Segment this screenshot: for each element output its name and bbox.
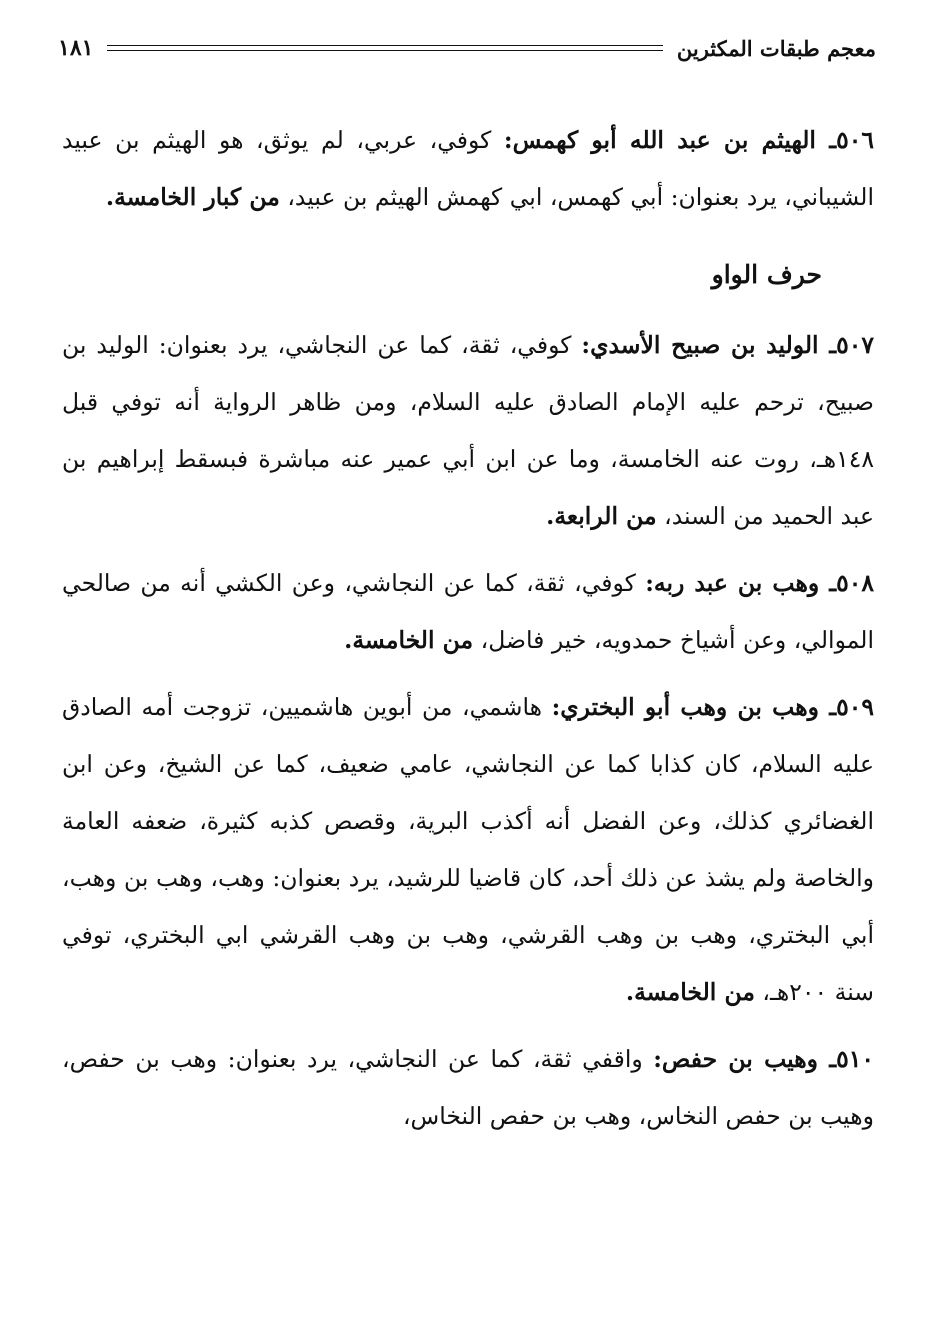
entry-classification: من الخامسة. [625, 978, 755, 1006]
page-header [58, 30, 876, 66]
entry-heading: ٥٠٦ـ الهيثم بن عبد الله أبو كهمس: [503, 126, 874, 154]
entry-text: هاشمي، من أبوين هاشميين، تزوجت أمه الصادق عليه السلام، كان كذابا كما عن النجاشي، عامي ضعيف، كما عن الشيخ، وعن ابن الغضائري كذلك، وعن الفضل أنه أكذب البرية، وقصص كذبه كثيرة، ضعفه العامة والخاصة ولم يشذ عن ذلك أحد، كان قاضيا للرشيد، يرد بعنوان: وهب، وهب بن وهب، أبي البختري، وهب بن وهب القرشي، وهب بن وهب القرشي ابي البختري، توفي سنة ٢٠٠هـ، [62, 693, 874, 1006]
page-number: ١٨١ [58, 35, 94, 61]
entry-507 [62, 317, 874, 545]
entry-text: واقفي ثقة، كما عن النجاشي، يرد بعنوان: وهب بن حفص، وهيب بن حفص النخاس، وهب بن حفص النخاس، [62, 1045, 874, 1130]
entry-text: كوفي، ثقة، كما عن النجاشي، يرد بعنوان: الوليد بن صبيح، ترحم عليه الإمام الصادق عليه السلام، ومن ظاهر الرواية أنه توفي قبل ١٤٨هـ، روت عنه الخامسة، وما عن ابن أبي عمير عنه مباشرة فبسقط إبراهيم بن عبد الحميد من السند، [62, 331, 874, 530]
running-title: معجم طبقات المكثرين [676, 35, 876, 61]
entry-509 [62, 679, 874, 1021]
entry-classification: من الخامسة. [344, 626, 474, 654]
section-heading: حرف الواو [711, 260, 822, 289]
entry-classification: من الرابعة. [546, 502, 657, 530]
header-rule [107, 45, 662, 51]
entry-510 [62, 1031, 874, 1145]
entry-heading: ٥٠٨ـ وهب بن عبد ربه: [645, 569, 874, 597]
entry-506 [62, 112, 874, 226]
entry-classification: من كبار الخامسة. [105, 183, 280, 211]
entry-heading: ٥٠٧ـ الوليد بن صبيح الأسدي: [581, 331, 874, 359]
entry-text: كوفي، عربي، لم يوثق، هو الهيثم بن عبيد الشيباني، يرد بعنوان: أبي كهمس، ابي كهمش الهيثم بن عبيد، [62, 126, 874, 211]
entry-heading: ٥٠٩ـ وهب بن وهب أبو البختري: [551, 693, 875, 721]
entry-508 [62, 555, 874, 669]
entry-text: كوفي، ثقة، كما عن النجاشي، وعن الكشي أنه من صالحي الموالي، وعن أشياخ حمدويه، خير فاضل، [62, 569, 874, 654]
entry-heading: ٥١٠ـ وهيب بن حفص: [653, 1045, 874, 1073]
page-body [62, 112, 874, 1155]
